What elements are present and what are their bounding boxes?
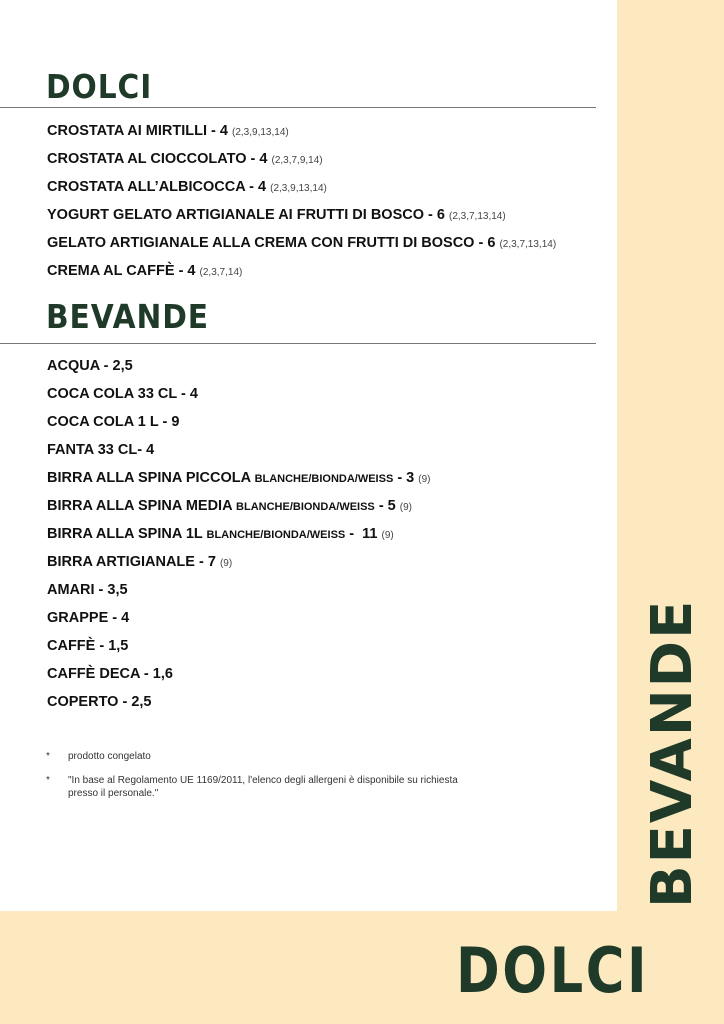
- list-item: [47, 173, 556, 201]
- list-item: [47, 380, 431, 408]
- item-name: CROSTATA ALL’ALBICOCCA - 4: [47, 179, 267, 195]
- item-name: CAFFÈ DECA - 1,6: [47, 666, 173, 682]
- item-name: FANTA 33 CL- 4: [47, 442, 155, 458]
- item-allergens: (2,3,9,13,14): [270, 183, 327, 194]
- bottom-label-dolci: DOLCI: [456, 934, 650, 1007]
- item-price: - 3: [397, 470, 415, 486]
- item-name: BIRRA ALLA SPINA MEDIA: [47, 498, 233, 514]
- side-label-bevande: BEVANDE: [640, 598, 705, 908]
- item-name: CAFFÈ - 1,5: [47, 638, 129, 654]
- list-item: [47, 352, 431, 380]
- list-item: [47, 548, 431, 576]
- list-item: [47, 464, 431, 492]
- list-item: [47, 660, 431, 688]
- list-item: [47, 201, 556, 229]
- list-item: [47, 492, 431, 520]
- item-allergens: (9): [219, 558, 233, 569]
- item-name: CROSTATA AL CIOCCOLATO - 4: [47, 151, 268, 167]
- footnote-mark: *: [46, 751, 50, 762]
- item-variants: BLANCHE/BIONDA/WEISS: [206, 529, 346, 541]
- item-price: - 11: [349, 526, 378, 542]
- footnote: [46, 774, 468, 800]
- footnotes: [46, 750, 468, 811]
- footnote-text: prodotto congelato: [68, 751, 151, 762]
- list-item: [47, 408, 431, 436]
- bevande-heading: BEVANDE: [46, 297, 209, 336]
- item-name: ACQUA - 2,5: [47, 358, 133, 374]
- dolci-heading: DOLCI: [46, 67, 153, 106]
- footnote: [46, 750, 468, 763]
- item-allergens: (2,3,7,13,14): [499, 239, 557, 250]
- item-allergens: (2,3,7,14): [199, 267, 243, 278]
- item-name: GELATO ARTIGIANALE ALLA CREMA CON FRUTTI DI BOSCO - 6: [47, 235, 496, 251]
- item-allergens: (2,3,7,9,14): [271, 155, 323, 166]
- list-item: [47, 688, 431, 716]
- item-name: YOGURT GELATO ARTIGIANALE AI FRUTTI DI BOSCO - 6: [47, 207, 445, 223]
- list-item: [47, 604, 431, 632]
- list-item: [47, 632, 431, 660]
- item-name: BIRRA ARTIGIANALE - 7: [47, 554, 216, 570]
- list-item: [47, 257, 556, 285]
- item-allergens: (9): [381, 530, 394, 541]
- item-variants: BLANCHE/BIONDA/WEISS: [236, 501, 375, 513]
- item-variants: BLANCHE/BIONDA/WEISS: [254, 473, 394, 485]
- list-item: [47, 117, 556, 145]
- item-name: COCA COLA 33 CL - 4: [47, 386, 198, 402]
- bevande-list: [47, 352, 431, 716]
- list-item: [47, 520, 431, 548]
- item-name: COPERTO - 2,5: [47, 694, 152, 710]
- divider: [0, 107, 596, 108]
- item-name: BIRRA ALLA SPINA 1L: [47, 526, 203, 542]
- item-name: CROSTATA AI MIRTILLI - 4: [47, 123, 228, 139]
- item-allergens: (2,3,7,13,14): [448, 211, 506, 222]
- item-name: CREMA AL CAFFÈ - 4: [47, 263, 196, 279]
- item-name: GRAPPE - 4: [47, 610, 130, 626]
- item-allergens: (2,3,9,13,14): [232, 127, 289, 138]
- list-item: [47, 436, 431, 464]
- dolci-list: [47, 117, 556, 285]
- divider: [0, 343, 596, 344]
- list-item: [47, 576, 431, 604]
- list-item: [47, 229, 556, 257]
- item-name: BIRRA ALLA SPINA PICCOLA: [47, 470, 251, 486]
- footnote-text: "In base al Regolamento UE 1169/2011, l'elenco degli allergeni è disponibile su richiesta presso il personale.": [68, 775, 458, 799]
- item-price: - 5: [378, 498, 396, 514]
- footnote-mark: *: [46, 775, 50, 786]
- list-item: [47, 145, 556, 173]
- item-allergens: (9): [418, 474, 431, 485]
- item-allergens: (9): [399, 502, 412, 513]
- item-name: AMARI - 3,5: [47, 582, 128, 598]
- item-name: COCA COLA 1 L - 9: [47, 414, 180, 430]
